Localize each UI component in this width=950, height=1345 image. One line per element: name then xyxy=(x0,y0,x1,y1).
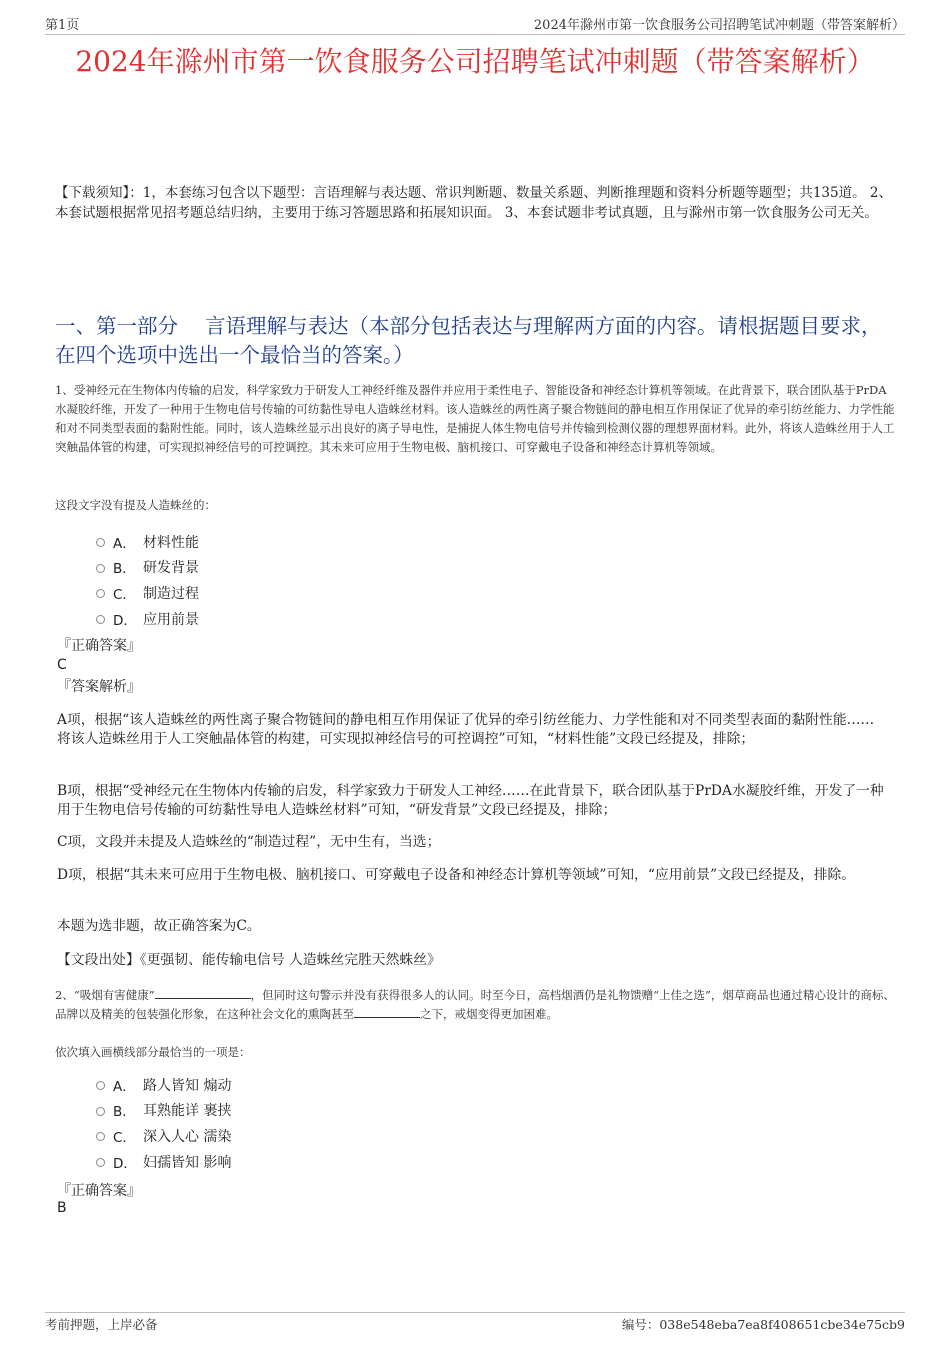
analysis-b: B项，根据“受神经元在生物体内传输的启发，科学家致力于研发人工神经……在此背景下，联合团队基于PrDA水凝胶纤维，开发了一种用于生物电信号传输的可纺黏性导电人造蛛丝材料”可知，“研发背景”文段已经提及，排除； xyxy=(57,783,884,818)
option-letter: C． xyxy=(113,1129,136,1146)
question-2-part3: 之下，戒烟变得更加困难。 xyxy=(420,1007,558,1021)
question-1-text: 1、受神经元在生物体内传输的启发，科学家致力于研发人工神经纤维及器件并应用于柔性电子、智能设备和神经态计算机等领域。在此背景下，联合团队基于PrDA水凝胶纤维，开发了一种用于生物电信号传输的可纺黏性导电人造蛛丝材料。该人造蛛丝的两性离子聚合物链间的静电相互作用保证了优异的牵引纺丝能力、力学性能和对不同类型表面的黏附性能。同时，该人造蛛丝显示出良好的离子导电性，是捕捉人体生物电信号并传输到检测仪器的理想界面材料。此外，将该人造蛛丝用于人工突触晶体管的构建，可实现拟神经信号的可控调控。其未来可应用于生物电极、脑机接口、可穿戴电子设备和神经态计算机等领域。 xyxy=(55,383,895,454)
page-footer xyxy=(45,1312,905,1333)
option-text: 制造过程 xyxy=(143,585,199,602)
option-d[interactable] xyxy=(96,1149,231,1175)
option-letter: C． xyxy=(113,586,136,603)
radio-icon[interactable] xyxy=(96,589,105,598)
option-text: 妇孺皆知 影响 xyxy=(143,1154,232,1171)
question-2-options xyxy=(96,1072,231,1174)
analysis-label: 『答案解析』 xyxy=(57,679,141,695)
answer-value: B xyxy=(57,1200,67,1216)
document-title: 2024年滁州市第一饮食服务公司招聘笔试冲刺题（带答案解析） xyxy=(75,45,875,78)
footer-doc-id: 编号：038e548eba7ea8f408651cbe34e75cb9 xyxy=(621,1317,905,1332)
option-letter: B． xyxy=(113,561,136,578)
option-letter: A． xyxy=(113,1078,136,1095)
source-citation: 【文段出处】《更强韧、能传输电信号 人造蛛丝完胜天然蛛丝》 xyxy=(57,952,441,968)
option-text: 研发背景 xyxy=(143,560,199,577)
option-text: 路人皆知 煽动 xyxy=(143,1077,232,1094)
answer-value: C xyxy=(57,657,67,673)
fill-blank-1 xyxy=(155,986,251,999)
option-d[interactable] xyxy=(96,606,199,632)
option-c[interactable] xyxy=(96,580,199,606)
radio-icon[interactable] xyxy=(96,1132,105,1141)
question-1-options xyxy=(96,529,199,631)
option-letter: D． xyxy=(113,612,137,629)
answer-label: 『正确答案』 xyxy=(57,1183,141,1199)
option-b[interactable] xyxy=(96,555,199,581)
radio-icon[interactable] xyxy=(96,1081,105,1090)
analysis-c: C项，文段并未提及人造蛛丝的“制造过程”，无中生有，当选； xyxy=(57,834,441,850)
radio-icon[interactable] xyxy=(96,564,105,573)
question-1-prompt: 这段文字没有提及人造蛛丝的： xyxy=(55,498,216,512)
option-text: 应用前景 xyxy=(143,611,199,628)
footer-slogan: 考前押题，上岸必备 xyxy=(45,1317,158,1332)
radio-icon[interactable] xyxy=(96,1158,105,1167)
option-letter: A． xyxy=(113,535,136,552)
option-a[interactable] xyxy=(96,529,199,555)
answer-label: 『正确答案』 xyxy=(57,638,141,654)
option-letter: B． xyxy=(113,1104,136,1121)
option-text: 深入人心 濡染 xyxy=(143,1128,232,1145)
question-2-prompt: 依次填入画横线部分最恰当的一项是： xyxy=(55,1045,251,1059)
radio-icon[interactable] xyxy=(96,615,105,624)
section-title: 一、第一部分 言语理解与表达（本部分包括表达与理解两方面的内容。请根据题目要求，在四个选项中选出一个最恰当的答案。） xyxy=(55,314,882,367)
option-text: 材料性能 xyxy=(143,534,199,551)
option-a[interactable] xyxy=(96,1072,231,1098)
question-2-text xyxy=(55,986,898,1024)
fill-blank-2 xyxy=(354,1005,420,1018)
question-2-part1: 2、“吸烟有害健康” xyxy=(55,988,155,1002)
analysis-a: A项，根据“该人造蛛丝的两性离子聚合物链间的静电相互作用保证了优异的牵引纺丝能力、力学性能和对不同类型表面的黏附性能……将该人造蛛丝用于人工突触晶体管的构建，可实现拟神经信号的可控调控”可知，“材料性能”文段已经提及，排除； xyxy=(57,712,875,747)
analysis-conclusion: 本题为选非题，故正确答案为C。 xyxy=(57,918,261,934)
download-notice: 【下载须知】：1，本套练习包含以下题型：言语理解与表达题、常识判断题、数量关系题、判断推理题和资料分析题等题型；共135道。 2、本套试题根据常见招考题总结归纳，主要用于练习答题思路和拓展知识面。 3、本套试题非考试真题，且与滁州市第一饮食服务公司无关。 xyxy=(55,185,892,221)
page-number: 第1页 xyxy=(45,17,80,33)
option-text: 耳熟能详 裹挟 xyxy=(143,1103,232,1120)
option-b[interactable] xyxy=(96,1098,231,1124)
option-c[interactable] xyxy=(96,1123,231,1149)
question-2-part2: ，但同时这句警示并没有获得很多人的认同。时至今日，高档烟酒仍是礼物馈赠“上佳之选”，烟草商品也通过精心设计的商标、品牌以及精美的包装强化形象，在这种社会文化的熏陶甚至 xyxy=(55,988,895,1021)
radio-icon[interactable] xyxy=(96,1107,105,1116)
analysis-d: D项，根据“其未来可应用于生物电极、脑机接口、可穿戴电子设备和神经态计算机等领域”可知，“应用前景”文段已经提及，排除。 xyxy=(57,867,856,883)
radio-icon[interactable] xyxy=(96,538,105,547)
page-header xyxy=(45,12,905,35)
option-letter: D． xyxy=(113,1155,137,1172)
header-doc-title: 2024年滁州市第一饮食服务公司招聘笔试冲刺题（带答案解析） xyxy=(533,17,905,33)
